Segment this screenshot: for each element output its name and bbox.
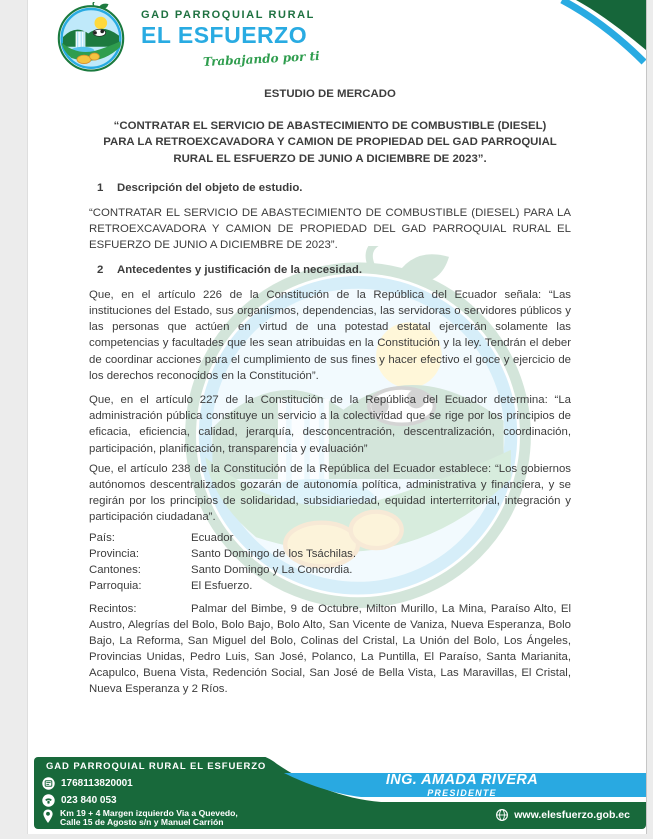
location-label: Parroquia: xyxy=(89,580,142,593)
recintos-paragraph xyxy=(89,602,571,697)
article-238-paragraph: Que, el artículo 238 de la Constitución de la República del Ecuador establece: “Los gobiernos autónomos descentralizados gozarán de autonomía política, administrativa y financiera, y se regirán por los principios de solidaridad, subsidiariedad, equidad interterritorial, integración y participación ciudadana”. xyxy=(89,462,571,524)
brand-text-block xyxy=(141,2,321,70)
location-row-provincia xyxy=(89,546,571,562)
footer-website-url: www.elesfuerzo.gob.ec xyxy=(514,809,630,821)
location-label: Cantones: xyxy=(89,564,141,577)
document-content xyxy=(89,86,571,698)
location-value: Santo Domingo y La Concordia. xyxy=(191,564,353,577)
location-value: Santo Domingo de los Tsáchilas. xyxy=(191,547,357,560)
contract-main-title: “CONTRATAR EL SERVICIO DE ABASTECIMIENTO DE COMBUSTIBLE (DIESEL) PARA LA RETROEXCAVADORA Y CAMION DE PROPIEDAD DEL GAD PARROQUIAL RURAL EL ESFUERZO DE JUNIO A DICIEMBRE DE 2023”. xyxy=(103,120,557,165)
footer-address-row xyxy=(42,809,238,827)
footer-ruc-number: 1768113820001 xyxy=(61,778,133,789)
header-brand xyxy=(55,2,320,72)
article-226-paragraph: Que, en el artículo 226 de la Constitución de la República del Ecuador señala: “Las instituciones del Estado, sus organismos, dependencias, las servidoras o servidores públicos y las personas que actúen en virtud de una potestad estatal ejercerán solamente las competencias y facultades que les sean atribuidas en la Constitución y la ley. Tendrán el deber de coordinar acciones para el cumplimiento de sus fines y hacer efectivo el goce y ejercicio de los derechos reconocidos en la Constitución”. xyxy=(89,288,571,382)
location-value: Ecuador xyxy=(191,531,234,544)
president-name: ING. AMADA RIVERA xyxy=(385,771,539,788)
section-1-title: Descripción del objeto de estudio. xyxy=(117,181,303,194)
section-1-number: 1 xyxy=(97,181,104,194)
location-list xyxy=(89,530,571,595)
footer-address xyxy=(60,809,238,827)
page-footer xyxy=(34,756,646,830)
org-type-label: GAD PARROQUIAL RURAL xyxy=(141,9,315,21)
location-value: El Esfuerzo. xyxy=(191,580,253,593)
recintos-label: Recintos: xyxy=(89,603,137,616)
footer-phone-number: 023 840 053 xyxy=(61,795,117,806)
org-name-label: EL ESFUERZO xyxy=(141,22,308,48)
location-row-parroquia xyxy=(89,578,571,594)
footer-address-line1: Km 19 + 4 Margen izquierdo Via a Quevedo, xyxy=(60,808,238,818)
globe-icon xyxy=(496,809,508,821)
section-1-heading xyxy=(89,180,571,196)
footer-phone-row xyxy=(42,794,117,807)
ruc-id-icon xyxy=(42,777,55,790)
object-of-study-paragraph: “CONTRATAR EL SERVICIO DE ABASTECIMIENTO DE COMBUSTIBLE (DIESEL) PARA LA RETROEXCAVADORA Y CAMION DE PROPIEDAD DEL GAD PARROQUIAL RURAL EL ESFUERZO DE JUNIO A DICIEMBRE DE 2023”. xyxy=(89,207,571,252)
section-2-heading xyxy=(89,262,571,278)
article-227-paragraph: Que, en el artículo 227 de la Constitución de la República del Ecuador determina: “La administración pública constituye un servicio a la colectividad que se rige por los principios de eficacia, eficiencia, calidad, jerarquía, desconcentración, descentralización, coordinación, participación, planificación, transparencia y evaluación” xyxy=(89,394,571,455)
section-2-title: Antecedentes y justificación de la necesidad. xyxy=(117,263,362,276)
location-pin-icon xyxy=(42,809,54,824)
footer-website-row xyxy=(496,809,630,821)
document-title: ESTUDIO DE MERCADO xyxy=(264,88,396,100)
location-row-cantones xyxy=(89,562,571,578)
location-row-pais xyxy=(89,530,571,546)
document-page xyxy=(27,0,647,834)
phone-icon xyxy=(42,794,55,807)
president-banner xyxy=(284,773,640,798)
location-label: País: xyxy=(89,531,115,544)
president-title: PRESIDENTE xyxy=(427,788,497,799)
gad-logo-icon xyxy=(55,2,127,72)
footer-address-line2: Calle 15 de Agosto s/n y Manuel Carrión xyxy=(60,816,224,827)
section-2-number: 2 xyxy=(97,263,104,276)
org-tagline: Trabajando por ti xyxy=(202,48,321,70)
footer-ruc-row xyxy=(42,777,133,790)
footer-org-label: GAD PARROQUIAL RURAL EL ESFUERZO xyxy=(46,761,267,772)
recintos-text: Palmar del Bimbe, 9 de Octubre, Milton Murillo, La Mina, Paraíso Alto, El Austro, Alegrías del Bolo, Bolo Bajo, Bolo Alto, San Vicente de Vaniza, Nueva Esperanza, Bolo Bajo, La Reforma, San Miguel del Bolo, Colinas del Cristal, La Unión del Bolo, Los Ángeles, Provincias Unidas, Pedro Luis, San José, Polanco, La Puntilla, El Paraíso, Santa Marianita, Acapulco, Buena Vista, Redención Social, San José de Bella Vista, Las Maravillas, El Cristal, Nueva Esperanza y 2 Ríos. xyxy=(89,603,571,696)
location-label: Provincia: xyxy=(89,547,140,560)
corner-swoosh-decoration xyxy=(546,0,646,70)
